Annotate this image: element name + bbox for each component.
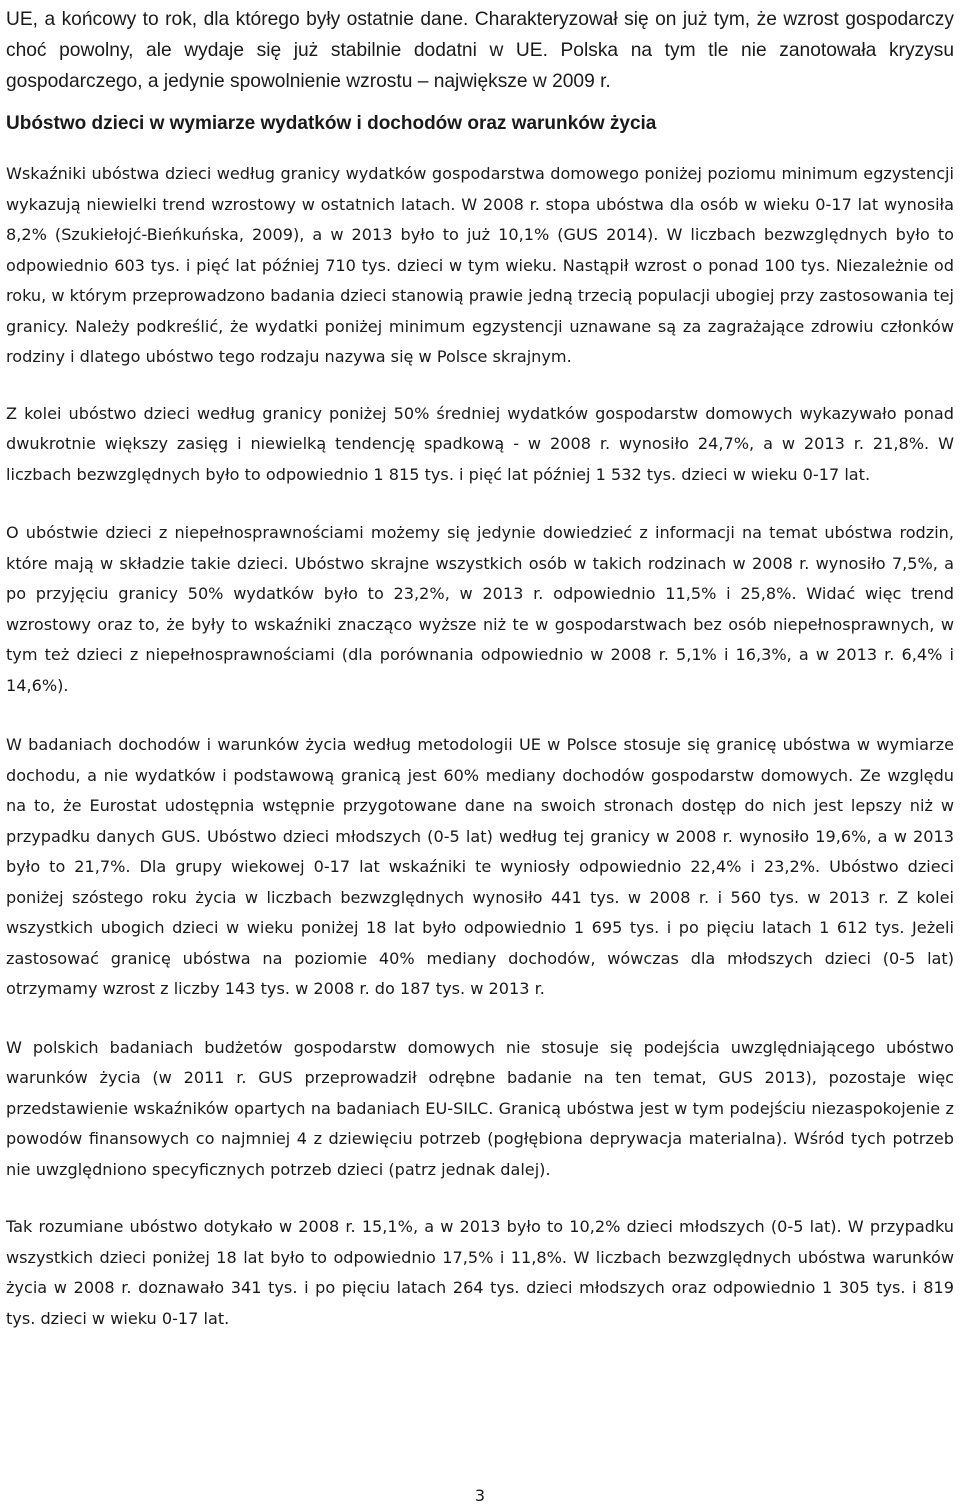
intro-paragraph: UE, a końcowy to rok, dla którego były ostatnie dane. Charakteryzował się on już tym, że wzrost gospodarczy choć powolny, ale wydaje się już stabilnie dodatni w UE. Polska na tym tle nie zanotowała kryzysu gospodarczego, a jedynie spowolnienie wzrostu – największe w 2009 r. (6, 9, 954, 92)
body-paragraph: Z kolei ubóstwo dzieci według granicy poniżej 50% średniej wydatków gospodarstw domowych wykazywało ponad dwukrotnie większy zasięg i niewielką tendencję spadkową - w 2008 r. wynosiło 24,7%, a w 2013 r. 21,8%. W liczbach bezwzględnych było to odpowiednio 1 815 tys. i pięć lat później 1 532 tys. dzieci w wieku 0-17 lat. (6, 403, 954, 484)
body-paragraph: W polskich badaniach budżetów gospodarstw domowych nie stosuje się podejścia uwzględniającego ubóstwo warunków życia (w 2011 r. GUS przeprowadził odrębne badanie na ten temat, GUS 2013), pozostaje więc przedstawienie wskaźników opartych na badaniach EU-SILC. Granicą ubóstwa jest w tym podejściu niezaspokojenie z powodów finansowych co najmniej 4 z dziewięciu potrzeb (pogłębiona deprywacja materialna). Wśród tych potrzeb nie uwzględniono specyficznych potrzeb dzieci (patrz jednak dalej). (6, 1037, 954, 1179)
body-paragraph: Tak rozumiane ubóstwo dotykało w 2008 r. 15,1%, a w 2013 było to 10,2% dzieci młodszych (0-5 lat). W przypadku wszystkich dzieci poniżej 18 lat było to odpowiednio 17,5% i 11,8%. W liczbach bezwzględnych ubóstwa warunków życia w 2008 r. doznawało 341 tys. i po pięciu latach 264 tys. dzieci młodszych oraz odpowiednio 1 305 tys. i 819 tys. dzieci w wieku 0-17 lat. (6, 1217, 954, 1328)
body-paragraph: W badaniach dochodów i warunków życia według metodologii UE w Polsce stosuje się granicę ubóstwa w wymiarze dochodu, a nie wydatków i podstawową granicą jest 60% mediany dochodów gospodarstw domowych. Ze względu na to, że Eurostat udostępnia wstępnie przygotowane dane na swoich stronach dostęp do nich jest lepszy niż w przypadku danych GUS. Ubóstwo dzieci młodszych (0-5 lat) według tej granicy w 2008 r. wynosiło 19,6%, a w 2013 było to 21,7%. Dla grupy wiekowej 0-17 lat wskaźniki te wyniosły odpowiednio 22,4% i 23,2%. Ubóstwo dzieci poniżej szóstego roku życia w liczbach bezwzględnych wynosiło 441 tys. w 2008 r. i 560 tys. w 2013 r. Z kolei wszystkich ubogich dzieci w wieku poniżej 18 lat było odpowiednio 1 695 tys. i po pięciu latach 1 612 tys. Jeżeli zastosować granicę ubóstwa na poziomie 40% mediany dochodów, wówczas dla młodszych dzieci (0-5 lat) otrzymamy wzrost z liczby 143 tys. w 2008 r. do 187 tys. w 2013 r. (6, 735, 954, 998)
body-paragraph: Wskaźniki ubóstwa dzieci według granicy wydatków gospodarstwa domowego poniżej poziomu minimum egzystencji wykazują niewielki trend wzrostowy w ostatnich latach. W 2008 r. stopa ubóstwa dla osób w wieku 0-17 lat wynosiła 8,2% (Szukiełojć-Bieńkuńska, 2009), a w 2013 było to już 10,1% (GUS 2014). W liczbach bezwzględnych było to odpowiednio 603 tys. i pięć lat później 710 tys. dzieci w tym wieku. Nastąpił wzrost o ponad 100 tys. Niezależnie od roku, w którym przeprowadzono badania dzieci stanowią prawie jedną trzecią populacji ubogiej przy zastosowania tej granicy. Należy podkreślić, że wydatki poniżej minimum egzystencji uznawane są za zagrażające zdrowiu członków rodziny i dlatego ubóstwo tego rodzaju nazywa się w Polsce skrajnym. (6, 164, 954, 366)
body-paragraph: O ubóstwie dzieci z niepełnosprawnościami możemy się jedynie dowiedzieć z informacji na temat ubóstwa rodzin, które mają w składzie takie dzieci. Ubóstwo skrajne wszystkich osób w takich rodzinach w 2008 r. wynosiło 7,5%, a po przyjęciu granicy 50% wydatków było to 23,2%, w 2013 r. odpowiednio 11,5% i 25,8%. Widać więc trend wzrostowy oraz to, że były to wskaźniki znacząco wyższe niż te w gospodarstwach bez osób niepełnosprawnych, w tym też dzieci z niepełnosprawnościami (dla porównania odpowiednio w 2008 r. 5,1% i 16,3%, a w 2013 r. 6,4% i 14,6%). (6, 523, 954, 695)
document-page (6, 0, 954, 1334)
section-heading: Ubóstwo dzieci w wymiarze wydatków i dochodów oraz warunków życia (6, 113, 657, 134)
page-number: 3 (474, 1486, 486, 1505)
